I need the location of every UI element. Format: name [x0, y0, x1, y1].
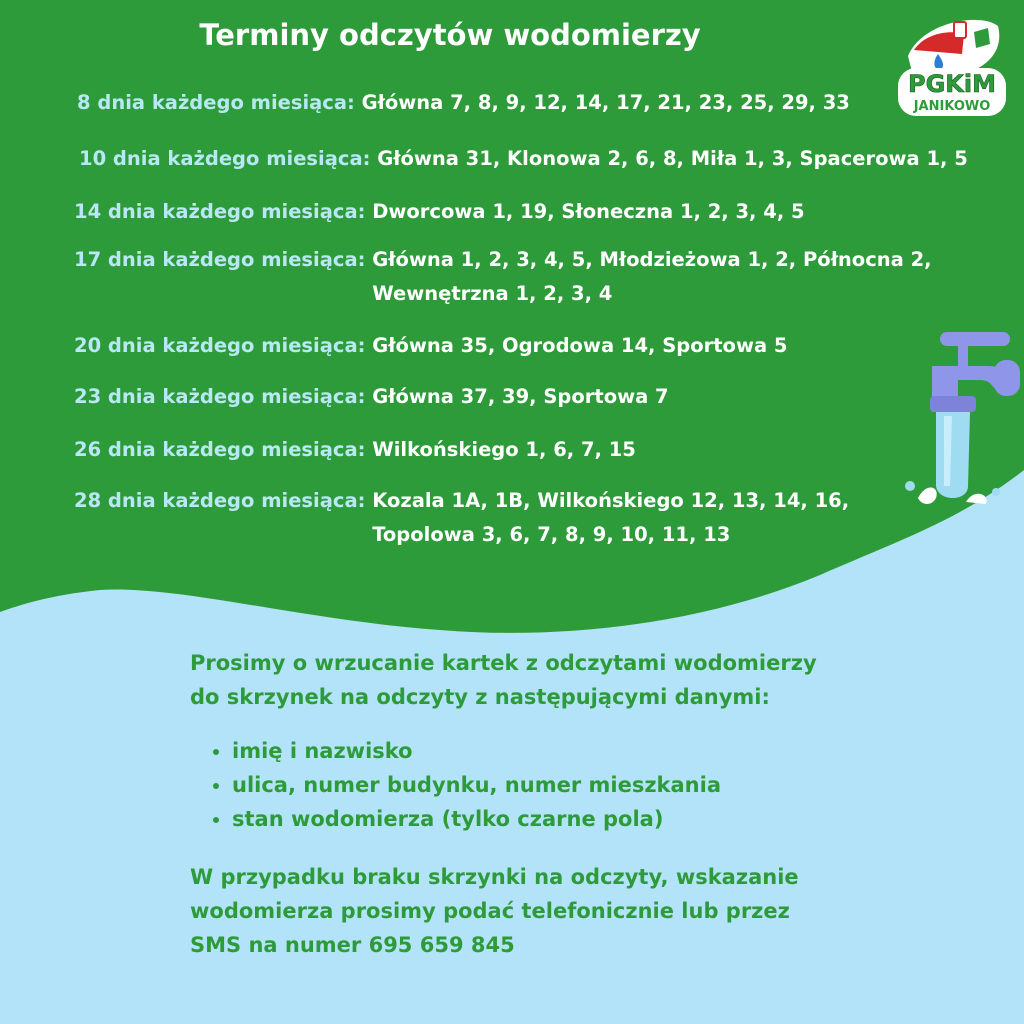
company-logo: [892, 10, 1012, 120]
intro-line: do skrzynek na odczyty z następującymi danymi:: [190, 685, 770, 709]
schedule-row: [74, 433, 636, 467]
instructions: [190, 646, 817, 962]
list-item: • stan wodomierza (tylko czarne pola): [232, 802, 817, 836]
schedule-date: 26 dnia każdego miesiąca:: [74, 438, 366, 461]
schedule-date: 8 dnia każdego miesiąca:: [77, 91, 355, 114]
schedule-row: [79, 142, 968, 176]
schedule-row: [74, 243, 932, 311]
schedule-streets: Główna 31, Klonowa 2, 6, 8, Miła 1, 3, Spacerowa 1, 5: [377, 147, 968, 170]
schedule-streets: Główna 7, 8, 9, 12, 14, 17, 21, 23, 25, 29, 33: [361, 91, 850, 114]
footer-line: SMS na numer 695 659 845: [190, 933, 515, 957]
schedule-streets: Główna 35, Ogrodowa 14, Sportowa 5: [372, 334, 788, 357]
intro-line: Prosimy o wrzucanie kartek z odczytami wodomierzy: [190, 651, 817, 675]
list-item: • imię i nazwisko: [232, 734, 817, 768]
schedule-streets: Wilkońskiego 1, 6, 7, 15: [372, 438, 636, 461]
list-item: • ulica, numer budynku, numer mieszkania: [232, 768, 817, 802]
water-tap-icon: [896, 326, 1024, 536]
footer-line: W przypadku braku skrzynki na odczyty, wskazanie: [190, 865, 799, 889]
schedule-row: [74, 380, 669, 414]
schedule-streets: Główna 1, 2, 3, 4, 5, Młodzieżowa 1, 2, Północna 2, Wewnętrzna 1, 2, 3, 4: [372, 248, 932, 305]
required-data-list: [190, 734, 817, 836]
schedule-row: [74, 329, 787, 363]
schedule-date: 23 dnia każdego miesiąca:: [74, 385, 366, 408]
schedule-date: 10 dnia każdego miesiąca:: [79, 147, 371, 170]
schedule-row: [74, 484, 849, 552]
page-title: Terminy odczytów wodomierzy: [199, 18, 701, 52]
schedule-streets: Dworcowa 1, 19, Słoneczna 1, 2, 3, 4, 5: [372, 200, 805, 223]
schedule-date: 14 dnia każdego miesiąca:: [74, 200, 366, 223]
schedule-date: 17 dnia każdego miesiąca:: [74, 248, 366, 271]
schedule-date: 20 dnia każdego miesiąca:: [74, 334, 366, 357]
schedule-streets: Kozala 1A, 1B, Wilkońskiego 12, 13, 14, 16, Topolowa 3, 6, 7, 8, 9, 10, 11, 13: [372, 489, 850, 546]
footer-line: wodomierza prosimy podać telefonicznie lub przez: [190, 899, 790, 923]
schedule-date: 28 dnia każdego miesiąca:: [74, 489, 366, 512]
schedule-streets: Główna 37, 39, Sportowa 7: [372, 385, 669, 408]
logo-bottom-text: JANIKOWO: [913, 99, 991, 114]
schedule-row: [77, 86, 850, 120]
schedule-row: [74, 195, 805, 229]
logo-top-text: PGKiM: [908, 70, 996, 98]
